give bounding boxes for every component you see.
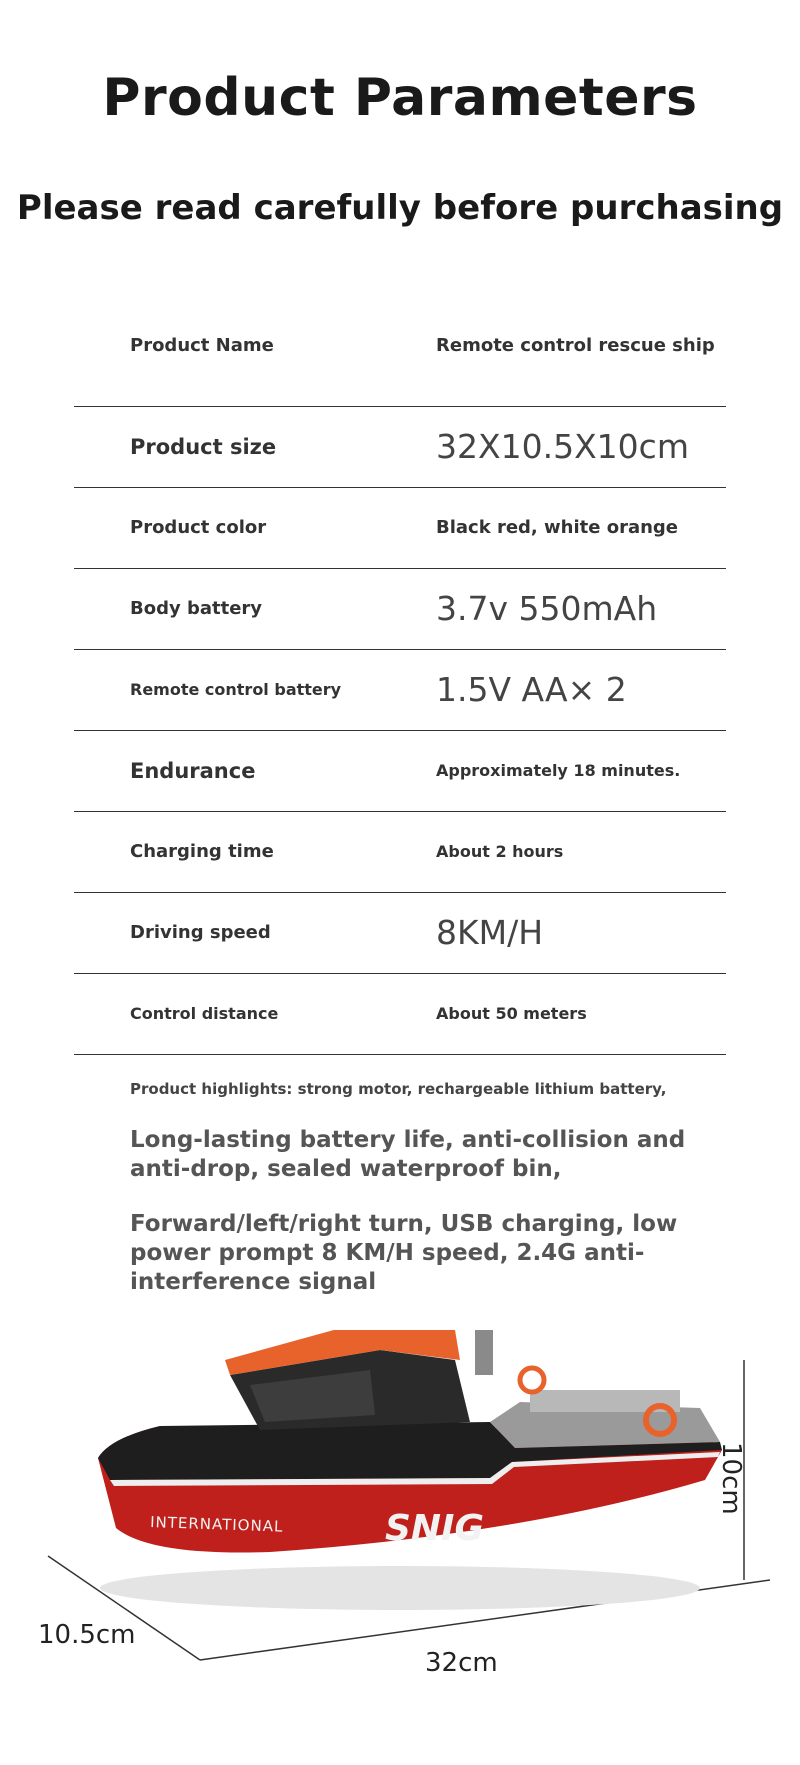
param-label: Remote control battery xyxy=(130,680,342,699)
param-row-endurance xyxy=(74,731,726,812)
param-row-body-battery xyxy=(74,569,726,650)
hull-text-international: INTERNATIONAL xyxy=(149,1513,284,1536)
param-row-remote-battery xyxy=(74,650,726,731)
highlights-intro: Product highlights: strong motor, rechargeable lithium battery, xyxy=(130,1080,667,1098)
param-row-driving-speed xyxy=(74,893,726,974)
param-label: Endurance xyxy=(130,759,256,783)
highlights-controls: Forward/left/right turn, USB charging, low power prompt 8 KM/H speed, 2.4G anti-interference signal xyxy=(130,1211,678,1295)
height-label: 10cm xyxy=(716,1442,746,1515)
width-label: 10.5cm xyxy=(38,1620,136,1650)
boat-shadow xyxy=(100,1566,700,1610)
param-value: About 50 meters xyxy=(436,1004,587,1023)
param-value: 1.5V AA× 2 xyxy=(436,670,627,709)
life-ring-left xyxy=(520,1368,544,1392)
highlights-battery: Long-lasting battery life, anti-collision and anti-drop, sealed waterproof bin, xyxy=(130,1127,686,1182)
param-value: 3.7v 550mAh xyxy=(436,589,658,628)
param-value: Black red, white orange xyxy=(436,517,679,538)
param-label: Control distance xyxy=(130,1004,279,1023)
page-subtitle: Please read carefully before purchasing xyxy=(16,188,784,228)
parameters-table xyxy=(74,326,726,1055)
param-label: Driving speed xyxy=(130,922,271,943)
param-row-control-distance xyxy=(74,974,726,1055)
param-value: About 2 hours xyxy=(436,842,564,861)
param-value: Remote control rescue ship xyxy=(436,335,715,356)
product-image xyxy=(0,1330,800,1761)
param-label: Product size xyxy=(130,435,277,459)
param-label: Product Name xyxy=(130,335,274,356)
param-row-product-size xyxy=(74,407,726,488)
param-label: Product color xyxy=(130,517,267,538)
crane xyxy=(475,1330,493,1375)
param-row-product-color xyxy=(74,488,726,569)
param-row-product-name xyxy=(74,326,726,407)
param-value: 32X10.5X10cm xyxy=(436,427,689,466)
param-row-charging-time xyxy=(74,812,726,893)
param-label: Body battery xyxy=(130,598,263,619)
hull-brand-text: SNIG xyxy=(385,1508,484,1549)
param-value: Approximately 18 minutes. xyxy=(436,761,681,780)
length-label: 32cm xyxy=(425,1648,498,1678)
param-value: 8KM/H xyxy=(436,913,544,952)
rescue-boat-illustration xyxy=(0,1330,800,1761)
param-label: Charging time xyxy=(130,841,274,862)
page-title: Product Parameters xyxy=(102,68,698,128)
